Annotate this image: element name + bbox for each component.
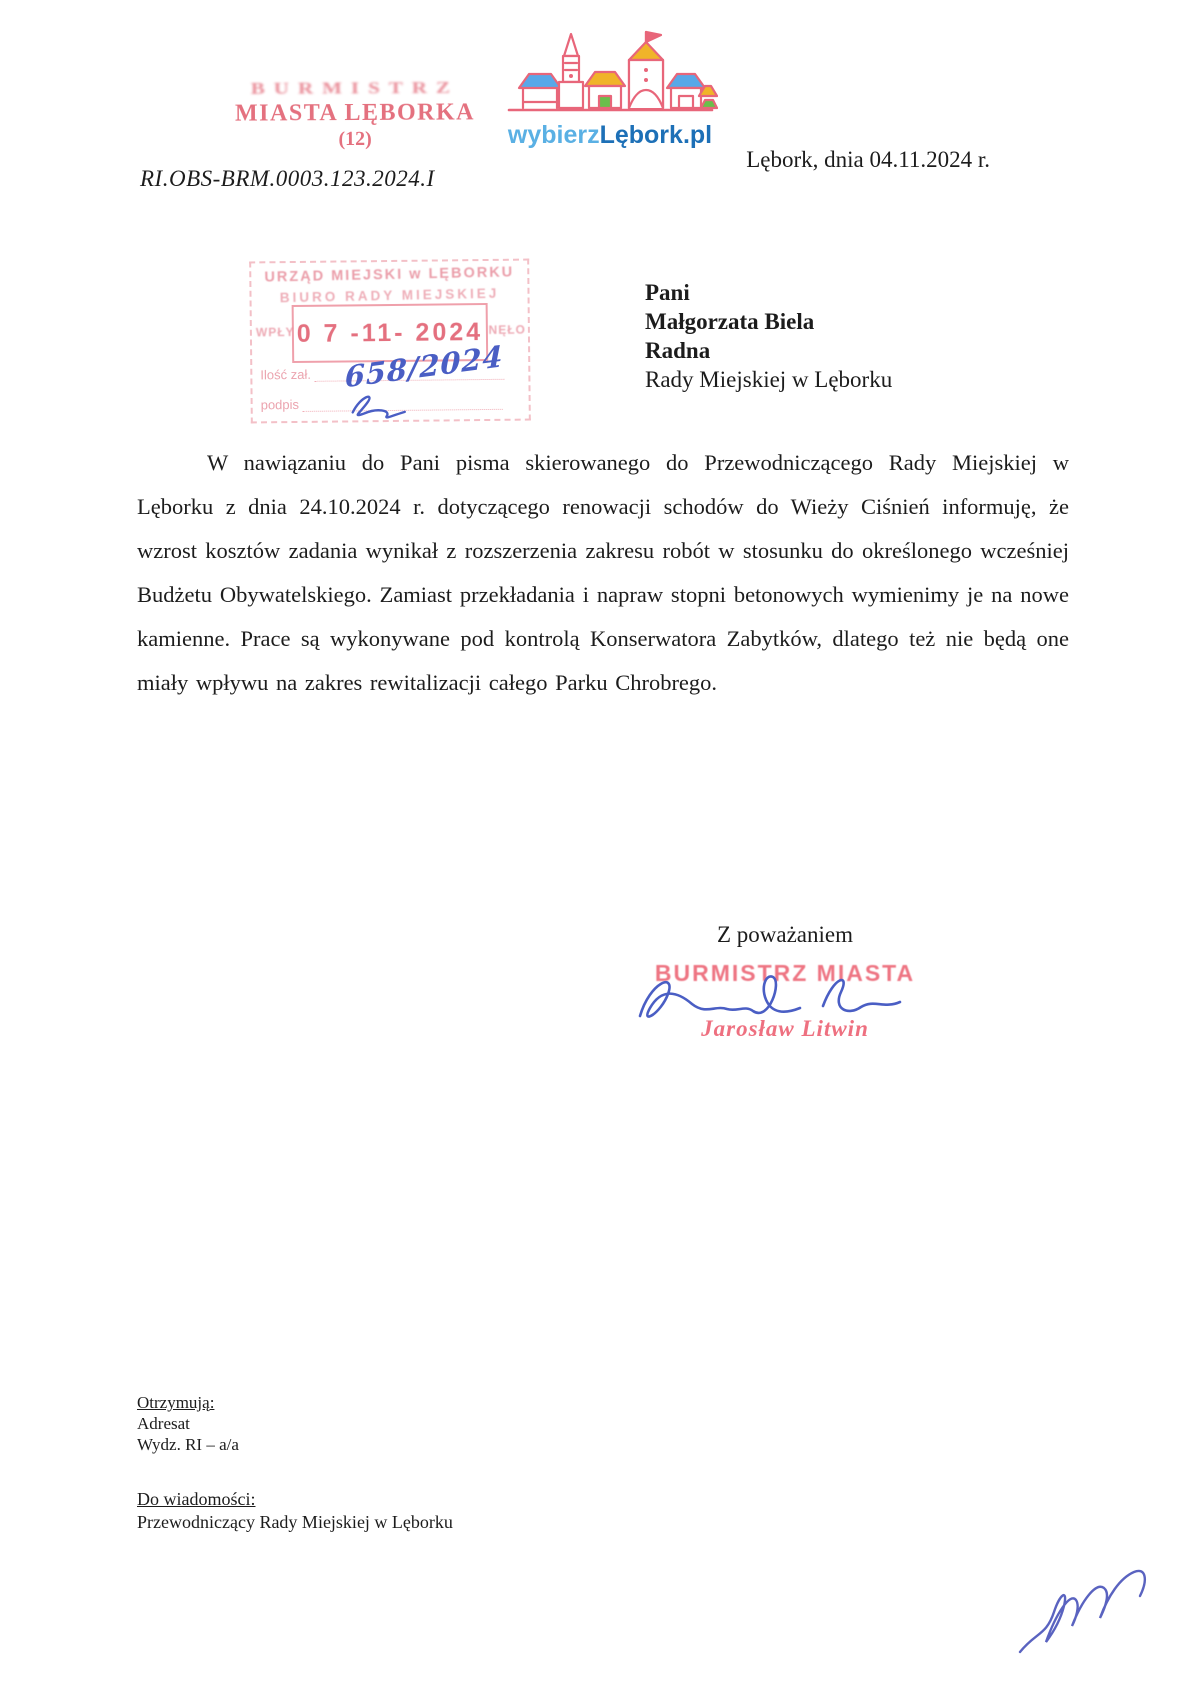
receipt-word-right: NĘŁO xyxy=(488,322,526,337)
cc-heading: Do wiadomości: xyxy=(137,1489,256,1509)
logo-text-light: wybierz xyxy=(507,121,600,149)
recipient-block xyxy=(645,278,892,394)
sender-stamp-line3: (12) xyxy=(338,127,372,150)
town-logo-icon xyxy=(503,105,718,122)
signer-name: Jarosław Litwin xyxy=(701,1016,869,1041)
receipt-office-line1: URZĄD MIEJSKI w LĘBORKU xyxy=(264,264,515,286)
cc-item: Przewodniczący Rady Miejskiej w Lęborku xyxy=(137,1512,453,1532)
attachments-label: Ilość zał. xyxy=(260,366,312,383)
cc-block xyxy=(137,1488,453,1534)
logo-text-bold: Lębork.pl xyxy=(599,121,713,149)
handwritten-case-number: 658/2024 xyxy=(344,338,504,395)
closing-salutation: Z poważaniem xyxy=(716,922,854,947)
mayor-title-stamp: BURMISTRZ MIASTA xyxy=(654,960,916,986)
logo xyxy=(500,30,720,150)
clerk-signature-label: podpis xyxy=(260,396,300,413)
recipient-title: Radna xyxy=(645,338,711,363)
receipt-stamp xyxy=(249,259,531,424)
recipient-organization: Rady Miejskiej w Lęborku xyxy=(645,367,893,392)
recipient-salutation: Pani xyxy=(645,280,690,305)
received-by-heading: Otrzymują: xyxy=(137,1393,215,1412)
receipt-word-left: WPŁY xyxy=(255,324,295,340)
sender-stamp xyxy=(225,75,485,151)
received-by-item: Wydz. RI – a/a xyxy=(137,1435,239,1454)
receipt-office-line2: BIURO RADY MIEJSKIEJ xyxy=(279,285,500,306)
clerk-initials-icon xyxy=(349,390,409,426)
logo-wordmark xyxy=(500,121,720,150)
received-by-block xyxy=(137,1392,239,1455)
paraph-icon xyxy=(1000,1548,1170,1673)
received-by-item: Adresat xyxy=(137,1414,190,1433)
receipt-date: 0 7 -11- 2024 xyxy=(296,317,484,348)
recipient-name: Małgorzata Biela xyxy=(645,309,815,334)
sender-stamp-line1: BURMISTRZ xyxy=(250,77,460,99)
reference-number: RI.OBS-BRM.0003.123.2024.I xyxy=(140,166,435,191)
date-line: Lębork, dnia 04.11.2024 r. xyxy=(746,147,990,172)
sender-stamp-line2: MIASTA LĘBORKA xyxy=(234,99,476,127)
letter-body: W nawiązaniu do Pani pisma skierowanego do Przewodniczącego Rady Miejskiej w Lęborku z dnia 24.10.2024 r. dotyczącego renowacji schodów do Wieży Ciśnień informuję, że wzrost kosztów zadania wynikał z rozszerzenia zakresu robót w stosunku do określonego wcześniej Budżetu Obywatelskiego. Zamiast przekładania i napraw stopni betonowych wymienimy je na nowe kamienne. Prace są wykonywane pod kontrolą Konserwatora Zabytków, dlatego też nie będą one miały wpływu na zakres rewitalizacji całego Parku Chrobrego. xyxy=(137,450,1069,695)
